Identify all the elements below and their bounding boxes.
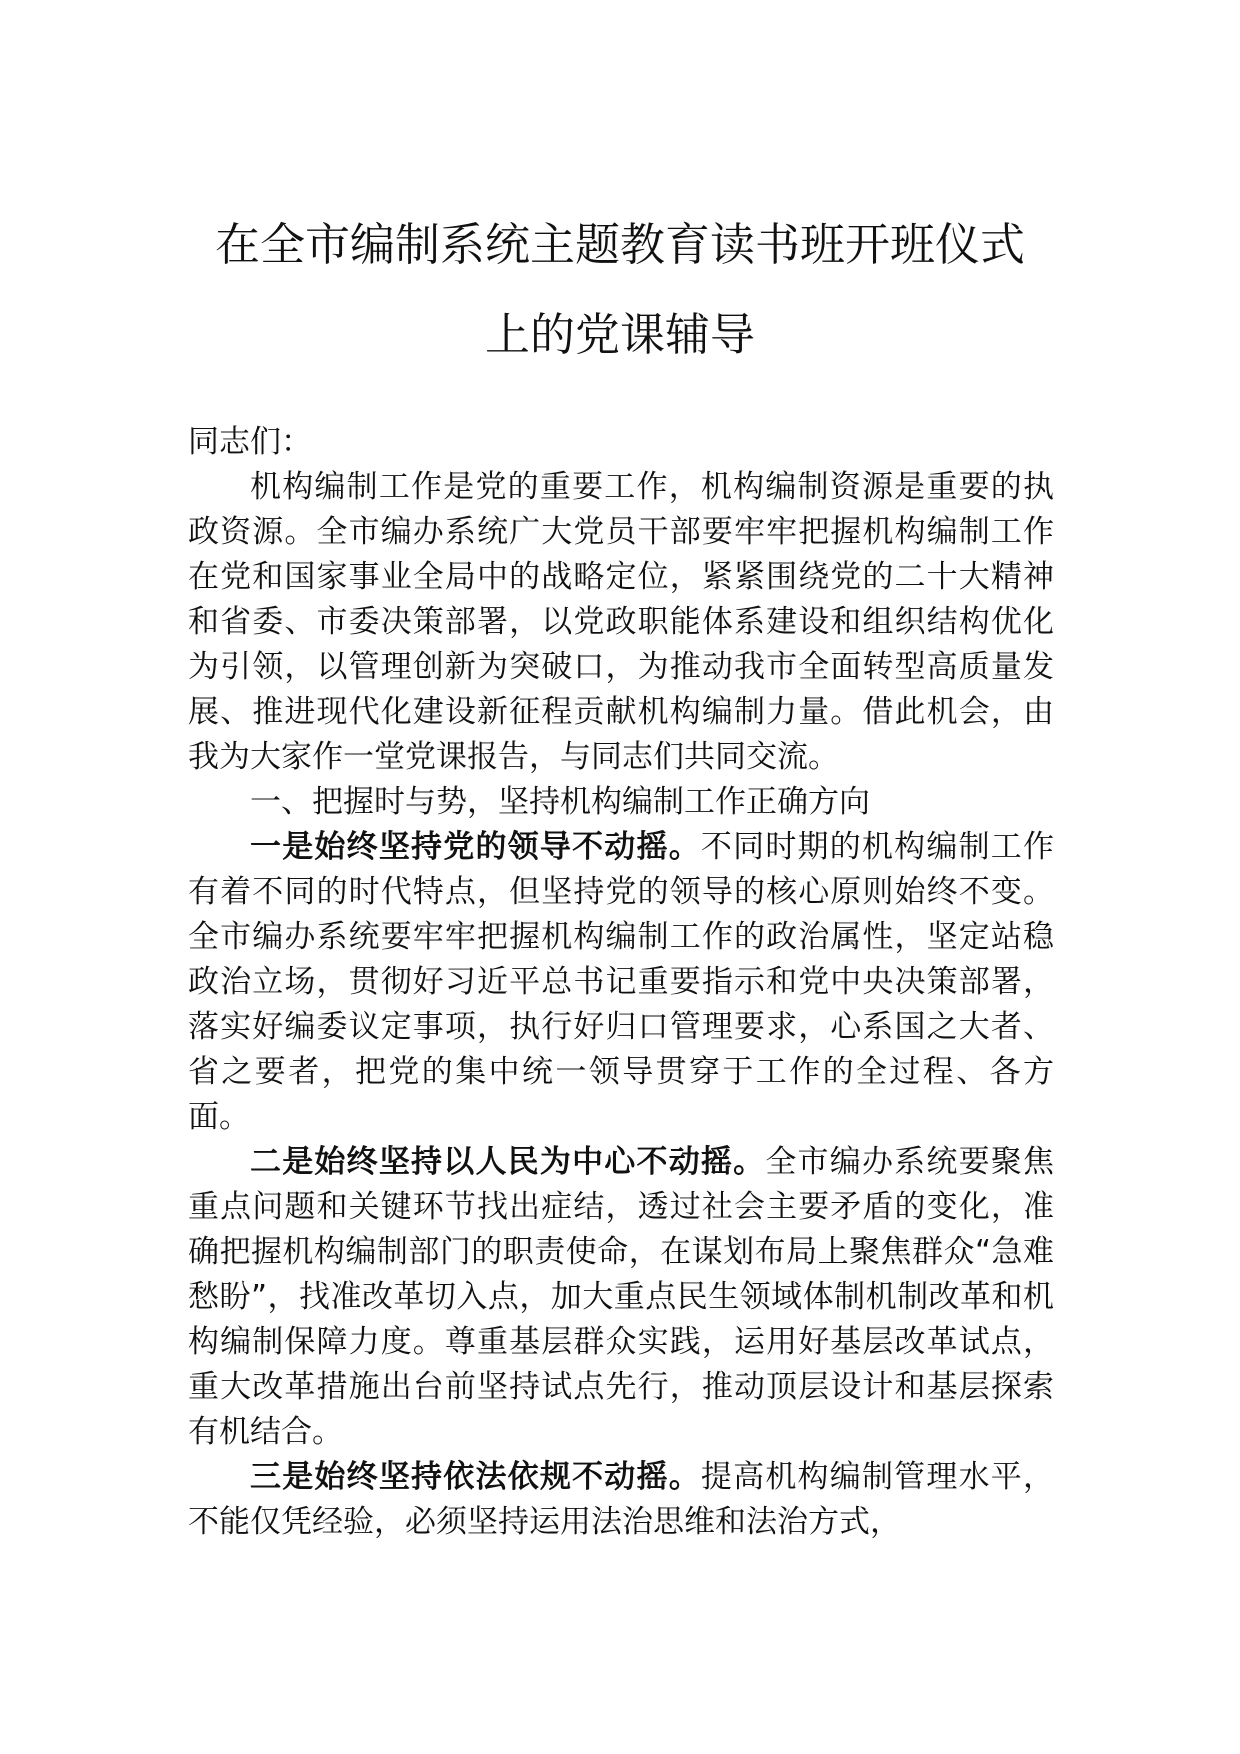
- point-paragraph-2: [188, 1140, 1054, 1455]
- document-title-line-2: 上的党课辅导: [484, 308, 755, 361]
- point-1-text: 不同时期的机构编制工作有着不同的时代特点，但坚持党的领导的核心原则始终不变。全市编办系统要牢牢把握机构编制工作的政治属性，坚定站稳政治立场，贯彻好习近平总书记重要指示和党中央决策部署，落实好编委议定事项，执行好归口管理要求，心系国之大者、省之要者，把党的集中统一领导贯穿于工作的全过程、各方面。: [188, 829, 1055, 1135]
- point-3-lead: 三是始终坚持依法依规不动摇。: [250, 1459, 701, 1495]
- point-2-text: 全市编办系统要聚焦重点问题和关键环节找出症结，透过社会主要矛盾的变化，准确把握机构编制部门的职责使命，在谋划布局上聚焦群众“急难愁盼”，找准改革切入点，加大重点民生领域体制机制改革和机构编制保障力度。尊重基层群众实践，运用好基层改革试点，重大改革措施出台前坚持试点先行，推动顶层设计和基层探索有机结合。: [188, 1144, 1055, 1450]
- point-paragraph-1: [188, 825, 1054, 1140]
- document-title-line-1: 在全市编制系统主题教育读书班开班仪式: [214, 218, 1025, 271]
- salutation: 同志们：: [188, 424, 312, 460]
- point-paragraph-3: [188, 1455, 1054, 1545]
- point-2-lead: 二是始终坚持以人民为中心不动摇。: [250, 1144, 766, 1180]
- point-1-lead: 一是始终坚持党的领导不动摇。: [250, 829, 701, 865]
- document-body: [188, 420, 1054, 1545]
- point-3-text: 提高机构编制管理水平，不能仅凭经验，必须坚持运用法治思维和法治方式，: [188, 1459, 1055, 1540]
- section-heading-1: 一、把握时与势，坚持机构编制工作正确方向: [250, 784, 870, 820]
- intro-paragraph: 机构编制工作是党的重要工作，机构编制资源是重要的执政资源。全市编办系统广大党员干部要牢牢把握机构编制工作在党和国家事业全局中的战略定位，紧紧围绕党的二十大精神和省委、市委决策部署，以党政职能体系建设和组织结构优化为引领，以管理创新为突破口，为推动我市全面转型高质量发展、推进现代化建设新征程贡献机构编制力量。借此机会，由我为大家作一堂党课报告，与同志们共同交流。: [188, 469, 1054, 775]
